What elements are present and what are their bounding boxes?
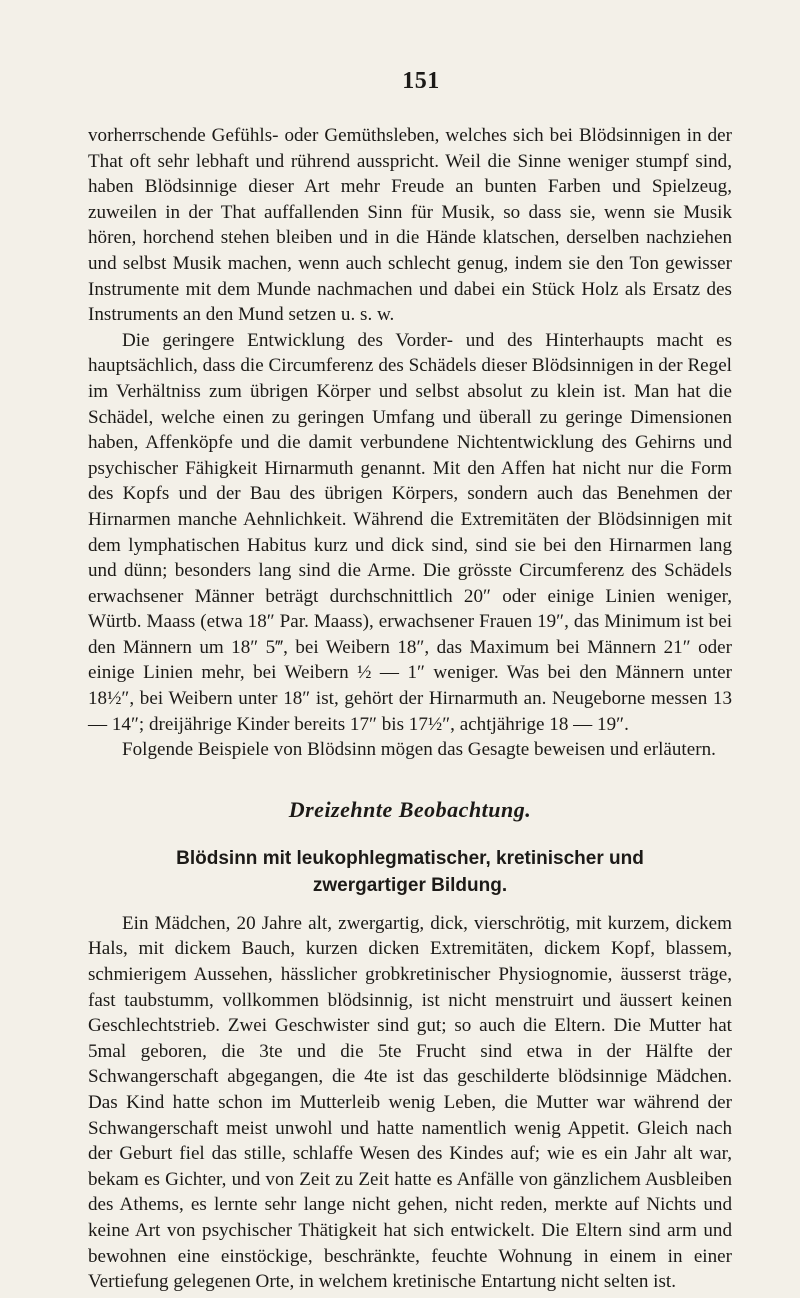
paragraph-continuation: vorherrschende Gefühls- oder Gemüthsleben, welches sich bei Blödsinnigen in der That oft sehr lebhaft und rührend ausspricht. Weil die Sinne weniger stumpf sind, haben Blödsinnige dieser Art mehr Freude an bunten Farben und Spielzeug, zuweilen in der That auffallenden Sinn für Musik, so dass sie, wenn sie Musik hören, horchend stehen bleiben und in die Hände klatschen, derselben nachziehen und selbst Musik machen, wenn auch schlecht genug, indem sie den Ton gewisser Instrumente mit dem Munde nachmachen und dabei ein Stück Holz als Ersatz des Instruments an den Mund setzen u. s. w.	[88, 125, 732, 326]
page-number: 151	[402, 68, 440, 94]
section-heading: Dreizehnte Beobachtung.	[288, 796, 532, 822]
case-title: Blödsinn mit leukophlegmatischer, kretinischer und zwergartiger Bildung.	[176, 847, 644, 896]
paragraph-examples-intro: Folgende Beispiele von Blödsinn mögen das Gesagte beweisen und erläutern.	[122, 739, 716, 761]
paragraph-skull-circumference: Die geringere Entwicklung des Vorder- und des Hinterhaupts macht es hauptsächlich, dass die Circumferenz des Schädels dieser Blödsinnigen in der Regel im Verhältniss zum übrigen Körper und selbst absolut zu klein ist. Man hat die Schädel, welche einen zu geringen Umfang und überall zu geringe Dimensionen haben, Affenköpfe und die damit verbundene Nichtentwicklung des Gehirns und psychischer Fähigkeit Hirnarmuth genannt. Mit den Affen hat nicht nur die Form des Kopfs und der Bau des übrigen Körpers, sondern auch das Benehmen der Hirnarmen manche Aehnlichkeit. Während die Extremitäten der Blödsinnigen mit dem lymphatischen Habitus kurz und dick sind, sind sie bei den Hirnarmen lang und dünn; besonders lang sind die Arme. Die grösste Circumferenz des Schädels erwachsener Männer beträgt durchschnittlich 20″ oder einige Linien weniger, Würtb. Maass (etwa 18″ Par. Maass), erwachsener Frauen 19″, das Minimum ist bei den Männern um 18″ 5‴, bei Weibern 18″, das Maximum bei Männern 21″ oder einige Linien mehr, bei Weibern ½ — 1″ weniger. Was bei den Männern unter 18½″, bei Weibern unter 18″ ist, gehört der Hirnarmuth an. Neugeborne messen 13 — 14″; dreijährige Kinder bereits 17″ bis 17½″, achtjährige 18 — 19″.	[88, 329, 732, 735]
paragraph-case-description: Ein Mädchen, 20 Jahre alt, zwergartig, dick, vierschrötig, mit kurzem, dickem Hals, mit dickem Bauch, kurzen dicken Extremitäten, dickem Kopf, blassem, schmierigem Aussehen, hässlicher grobkretinischer Physiognomie, äusserst träge, fast taubstumm, vollkommen blödsinnig, ist nicht menstruirt und äussert keinen Geschlechtstrieb. Zwei Geschwister sind gut; so auch die Eltern. Die Mutter hat 5mal geboren, die 3te und die 5te Frucht sind etwa in der Hälfte der Schwangerschaft abgegangen, die 4te ist das geschilderte blödsinnige Mädchen. Das Kind hatte schon im Mutterleib wenig Leben, die Mutter war während der Schwangerschaft meist unwohl und hatte namentlich wenig Appetit. Gleich nach der Geburt fiel das stille, schlaffe Wesen des Kindes auf; wie es ein Jahr alt war, bekam es Gichter, und von Zeit zu Zeit hatte es Anfälle von gänzlichem Ausbleiben des Athems, es lernte sehr lange nicht gehen, nicht reden, merkte auf Nichts und keine Art von psychischer Thätigkeit hat sich entwickelt. Die Eltern sind arm und bewohnen eine einstöckige, beschränkte, feuchte Wohnung in einem in einer Vertiefung gelegenen Orte, in welchem kretinische Entartung nicht selten ist.	[88, 912, 732, 1293]
